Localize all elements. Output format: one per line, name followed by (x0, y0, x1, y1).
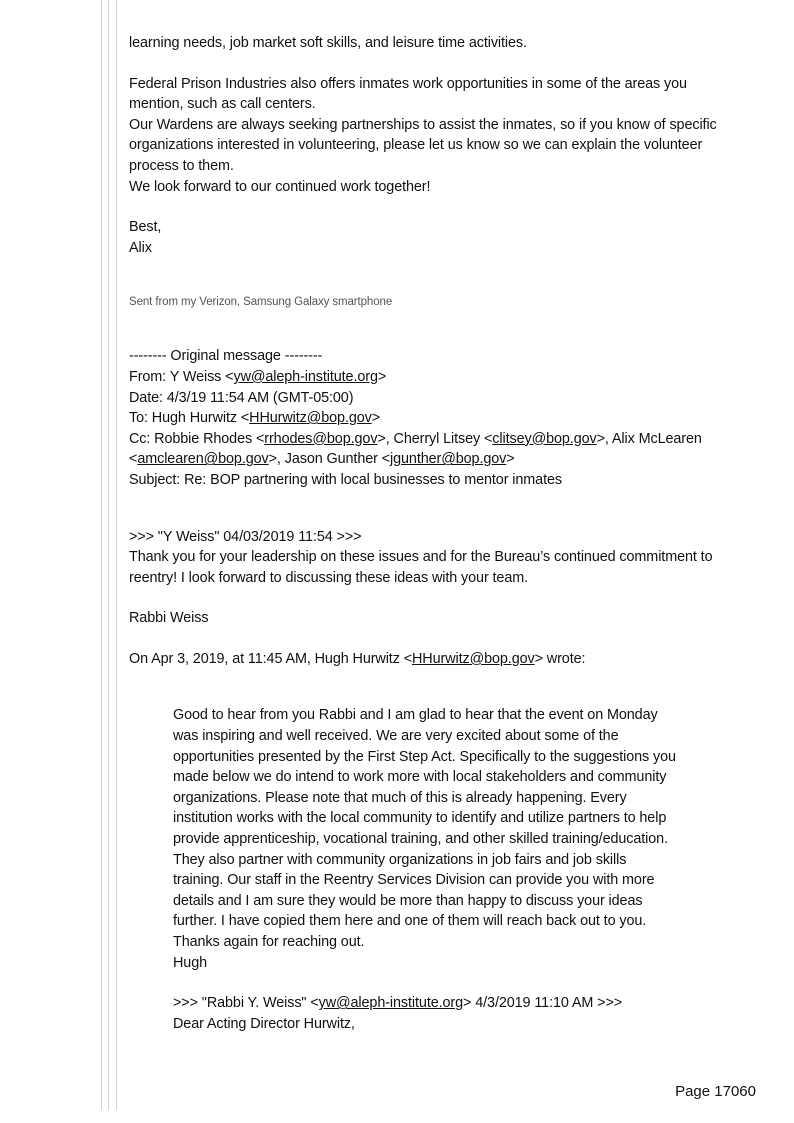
reply-paragraph: Federal Prison Industries also offers inmates work opportunities in some of the areas you mention, such as call centers. (129, 75, 687, 113)
from-line: From: Y Weiss <yw@aleph-institute.org> (129, 368, 387, 385)
to-line: To: Hugh Hurwitz <HHurwitz@bop.gov> (129, 410, 381, 427)
quote-header: >>> "Rabbi Y. Weiss" <yw@aleph-institute.org> 4/3/2019 11:10 AM >>> (173, 995, 623, 1012)
message-body: Good to hear from you Rabbi and I am glad to hear that the event on Monday was inspiring and well received. We are very excited about some of the opportunities presented by the First Step Act. Specifically to the suggestions you made below we do intend to work more with local stakeholders and community organizations. Please note that much of this is already happening. Every institution works with the local community to identify and utilize partners to help provide apprenticeship, vocational training, and other skilled training/education. They also partner with community organizations in job fairs and job skills training. Our staff in the Reentry Services Division can provide you with more details and I am sure they would be more than happy to discuss your ideas further. I have copied them here and one of them will reach back out to you. Thanks again for reaching out. (173, 707, 676, 950)
email-link[interactable]: HHurwitz@bop.gov (249, 410, 372, 427)
email-link[interactable]: yw@aleph-institute.org (233, 368, 378, 385)
page-number: Page 17060 (675, 1083, 756, 1100)
message-body: Thank you for your leadership on these issues and for the Bureau’s continued commitment to reentry! I look forward to discussing these ideas with your team. (129, 549, 713, 586)
quoted-message (129, 705, 678, 1034)
sent-from: Sent from my Verizon, Samsung Galaxy smartphone (129, 296, 393, 309)
subject-line: Subject: Re: BOP partnering with local businesses to mentor inmates (129, 471, 562, 488)
reply-paragraph: Our Wardens are always seeking partnerships to assist the inmates, so if you know of specific organizations interested in volunteering, please let us know so we can explain the volunteer process to them. (129, 116, 717, 174)
wrote-line: On Apr 3, 2019, at 11:45 AM, Hugh Hurwitz <HHurwitz@bop.gov> wrote: (129, 650, 586, 667)
email-document (129, 33, 729, 1034)
quote-header: >>> "Y Weiss" 04/03/2019 11:54 >>> (129, 528, 362, 545)
signature: Rabbi Weiss (129, 610, 209, 627)
quote-bar (101, 0, 102, 1110)
cc-line: Cc: Robbie Rhodes <rrhodes@bop.gov>, Cherryl Litsey <clitsey@bop.gov>, Alix McLearen <amclearen@bop.gov>, Jason Gunther <jgunther@bop.gov> (129, 430, 702, 468)
date-line: Date: 4/3/19 11:54 AM (GMT-05:00) (129, 389, 354, 406)
signature: Alix (129, 239, 152, 256)
email-link[interactable]: rrhodes@bop.gov (264, 430, 378, 447)
email-link[interactable]: jgunther@bop.gov (390, 451, 507, 468)
quote-bar (108, 0, 109, 1110)
email-link[interactable]: HHurwitz@bop.gov (412, 650, 535, 667)
partial-line: learning needs, job market soft skills, and leisure time activities. (129, 35, 527, 51)
signature: Hugh (173, 954, 208, 971)
reply-paragraph: We look forward to our continued work together! (129, 178, 431, 195)
email-link[interactable]: yw@aleph-institute.org (318, 995, 464, 1012)
quote-bar (116, 0, 117, 1110)
email-link[interactable]: clitsey@bop.gov (492, 430, 597, 447)
salutation: Dear Acting Director Hurwitz, (173, 1015, 355, 1032)
original-message-divider: -------- Original message -------- (129, 348, 323, 365)
closing: Best, (129, 219, 162, 236)
email-link[interactable]: amclearen@bop.gov (137, 451, 269, 468)
